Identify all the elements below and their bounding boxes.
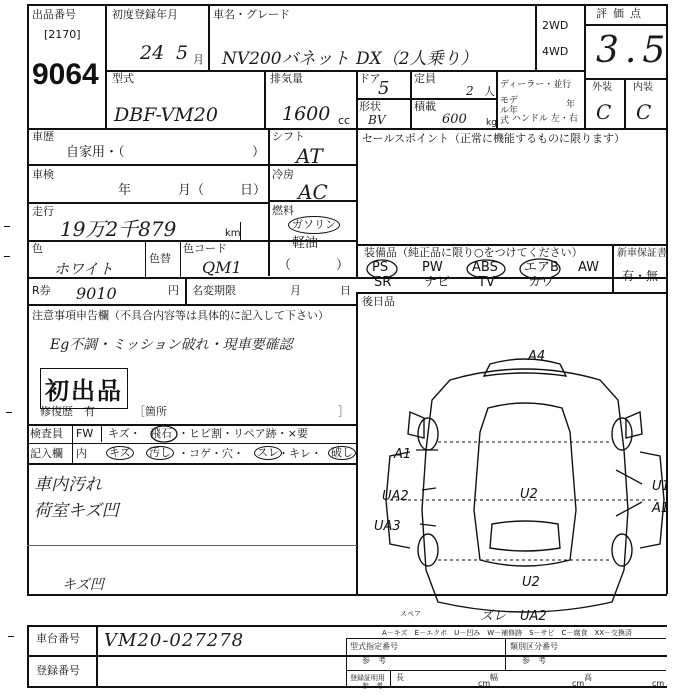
inspector-scratch: キズ・ xyxy=(108,427,141,440)
inspector-int-cut: ・キレ・ xyxy=(278,447,322,460)
lot-number: 9064 xyxy=(32,58,99,91)
capacity-unit: 人 xyxy=(484,85,495,98)
handle-label: ハンドル 左・右 xyxy=(512,114,578,124)
dealer-label: ディーラー・並行 xyxy=(500,80,572,90)
handwritten-note-1: 車内汚れ xyxy=(34,475,102,495)
chassis-label: 車台番号 xyxy=(36,632,80,645)
mark-u2-rear: U2 xyxy=(522,575,540,590)
recycle-label: R券 xyxy=(32,284,51,297)
history-close: ） xyxy=(252,145,266,160)
model-label: 型式 xyxy=(112,72,134,85)
height-label: 高 xyxy=(584,673,592,682)
shape: BV xyxy=(368,113,386,127)
handwritten-note-3: キズ凹 xyxy=(62,577,104,593)
inspector-int-dirt: 汚し xyxy=(146,446,174,460)
displacement-label: 排気量 xyxy=(270,72,303,85)
cert-ref: 参 考 xyxy=(362,682,383,690)
limit-label: 名変期限 xyxy=(192,284,236,297)
height-unit: cm xyxy=(652,679,665,688)
length-label: 長 xyxy=(396,673,404,682)
interior-grade: C xyxy=(636,100,652,124)
mark-a4: A4 xyxy=(528,349,546,364)
inspector-entry-label: 記入欄 xyxy=(30,447,63,460)
inspection-year: 年 xyxy=(118,183,132,198)
inspector-label: 検査員 xyxy=(30,427,63,440)
mark-u1-right: U1 xyxy=(652,479,670,494)
registration-month: 5 xyxy=(176,42,189,64)
fuel-bracket-open: （ xyxy=(278,258,292,273)
mark-ua3: UA3 xyxy=(374,519,401,534)
width-unit: cm xyxy=(572,679,585,688)
color-change-label: 色替 xyxy=(149,252,171,265)
history-value: 自家用・（ xyxy=(66,145,125,160)
chip-circle xyxy=(150,424,182,444)
load-unit: kg xyxy=(486,118,497,128)
mileage: 19万2千879 xyxy=(60,217,177,241)
car-name: NV200バネット xyxy=(222,49,350,69)
shift: AT xyxy=(296,144,323,168)
recycle-unit: 円 xyxy=(168,284,179,297)
notes-text: Eg不調・ミッション破れ・現車要確認 xyxy=(50,337,293,353)
first-listing-stamp: 初出品 xyxy=(40,368,128,409)
fuel-diesel: 軽油 xyxy=(292,236,319,251)
mark-ua2-rear: UA2 xyxy=(520,609,547,624)
equipment-pw: PW xyxy=(422,260,443,275)
ac-label: 冷房 xyxy=(272,168,294,181)
warranty-label: 新車保証書 xyxy=(617,248,667,259)
year-unit: 年 xyxy=(566,100,576,110)
repair-location: ［箇所 xyxy=(134,405,167,418)
notes-label: 注意事項申告欄（不具合内容等は具体的に記入して下さい） xyxy=(32,309,329,322)
model-spec-label: 型式指定番号 xyxy=(350,642,398,651)
exterior-label: 外装 xyxy=(592,82,612,93)
width-label: 幅 xyxy=(490,673,498,682)
model: DBF-VM20 xyxy=(114,104,218,126)
handwritten-note-2: 荷室キズ凹 xyxy=(34,501,119,521)
inspector-row1-rest: ・ヒビ割・リペア跡・×要 xyxy=(178,427,308,440)
registration-label: 登録番号 xyxy=(36,664,80,677)
equipment-circles xyxy=(356,244,616,294)
inspector-int-scratch: キズ xyxy=(106,446,134,460)
equipment-label: 装備品（純正品に限り○をつけてください） xyxy=(364,246,583,259)
inspection-day: 日） xyxy=(240,183,267,198)
grade: DX（2人乗り） xyxy=(356,49,478,69)
mark-wear: ズレ xyxy=(480,609,507,624)
spare-label: スペア xyxy=(400,610,421,618)
mark-a1-right: A1 xyxy=(652,501,670,516)
color-code-label: 色コード xyxy=(183,242,227,255)
load-label: 積載 xyxy=(414,100,436,113)
shift-label: シフト xyxy=(272,130,305,143)
score-label: 評価点 xyxy=(596,7,647,20)
warranty-value: 有・無 xyxy=(622,269,659,283)
equipment-sr: SR xyxy=(374,275,392,290)
later-items-label: 後日品 xyxy=(362,295,395,308)
equipment-airbag: エアB xyxy=(524,260,559,275)
lot-number-label: 出品番号 xyxy=(32,8,76,21)
mileage-unit: km xyxy=(225,228,241,239)
equipment-ps: PS xyxy=(372,260,389,275)
exterior-grade: C xyxy=(596,100,612,124)
equipment-aw: AW xyxy=(578,260,600,275)
equipment-abs: ABS xyxy=(472,260,498,275)
car-damage-diagram xyxy=(374,340,670,630)
limit-month: 月 xyxy=(290,284,301,297)
fuel-gasoline: ガソリン xyxy=(288,216,340,234)
mileage-label: 走行 xyxy=(32,205,54,218)
chassis-number: VM20-027278 xyxy=(104,630,245,651)
score: 3.5 xyxy=(596,30,672,71)
mark-a1-left: A1 xyxy=(394,447,412,462)
capacity-label: 定員 xyxy=(414,72,436,85)
lot-sub-number: [2170] xyxy=(44,28,81,41)
damage-legend: A－キズ E－エクボ U－凹み W－補修跡 S－サビ C－腐食 XX－交換済 xyxy=(382,629,633,637)
length-unit: cm xyxy=(478,679,491,688)
history-label: 車歴 xyxy=(32,130,54,143)
inspector-int-tear: 破し xyxy=(328,446,356,460)
displacement: 1600 xyxy=(282,103,331,125)
limit-day: 日 xyxy=(340,284,351,297)
inspection-label: 車検 xyxy=(32,168,54,181)
capacity: 2 xyxy=(466,84,474,98)
fuel-label: 燃料 xyxy=(272,204,294,217)
model-spec-ref: 参 考 xyxy=(362,656,386,665)
ac: AC xyxy=(298,180,328,204)
load: 600 xyxy=(442,112,467,127)
repair-close: ］ xyxy=(338,405,349,418)
cert-label: 登録証明用 xyxy=(350,674,385,682)
recycle-value: 9010 xyxy=(76,284,117,303)
mark-u2-center: U2 xyxy=(520,487,538,502)
car-name-label: 車名・グレード xyxy=(213,8,290,21)
equipment-navi: ナビ xyxy=(424,275,451,290)
inspector-interior: 内 xyxy=(76,447,87,460)
color-label: 色 xyxy=(32,242,43,255)
repair-history-label: 修復歴 有 xyxy=(40,405,95,418)
month-unit: 月 xyxy=(193,53,204,66)
registration-year: 24 xyxy=(140,42,165,64)
class-ref: 参 考 xyxy=(522,656,546,665)
class-label: 類別区分番号 xyxy=(510,642,558,651)
drive-2wd: 2WD xyxy=(542,19,569,32)
drive-4wd: 4WD xyxy=(542,45,569,58)
mark-ua2-left: UA2 xyxy=(382,489,409,504)
inspector-fw: FW xyxy=(76,427,94,440)
equipment-leather: カワ xyxy=(528,275,555,290)
inspection-month: 月（ xyxy=(178,183,205,198)
doors: 5 xyxy=(378,78,390,99)
color: ホワイト xyxy=(54,260,114,278)
shape-label: 形状 xyxy=(359,100,381,113)
fuel-bracket-close: ） xyxy=(336,258,350,273)
equipment-tv: TV xyxy=(478,275,495,290)
inspector-int-mid: ・コゲ・穴・ xyxy=(178,447,244,460)
color-code: QM1 xyxy=(202,258,242,277)
interior-label: 内装 xyxy=(633,82,653,93)
first-registration-label: 初度登録年月 xyxy=(112,8,178,21)
displacement-unit: cc xyxy=(338,114,351,127)
doors-label: ドア xyxy=(359,72,381,85)
model-year-label: モデル年式 xyxy=(500,96,519,126)
inspector-chip: 飛石 xyxy=(150,427,172,440)
inspector-int-wear: スレ xyxy=(254,446,282,460)
sales-point-label: セールスポイント（正常に機能するものに限ります） xyxy=(362,132,626,145)
